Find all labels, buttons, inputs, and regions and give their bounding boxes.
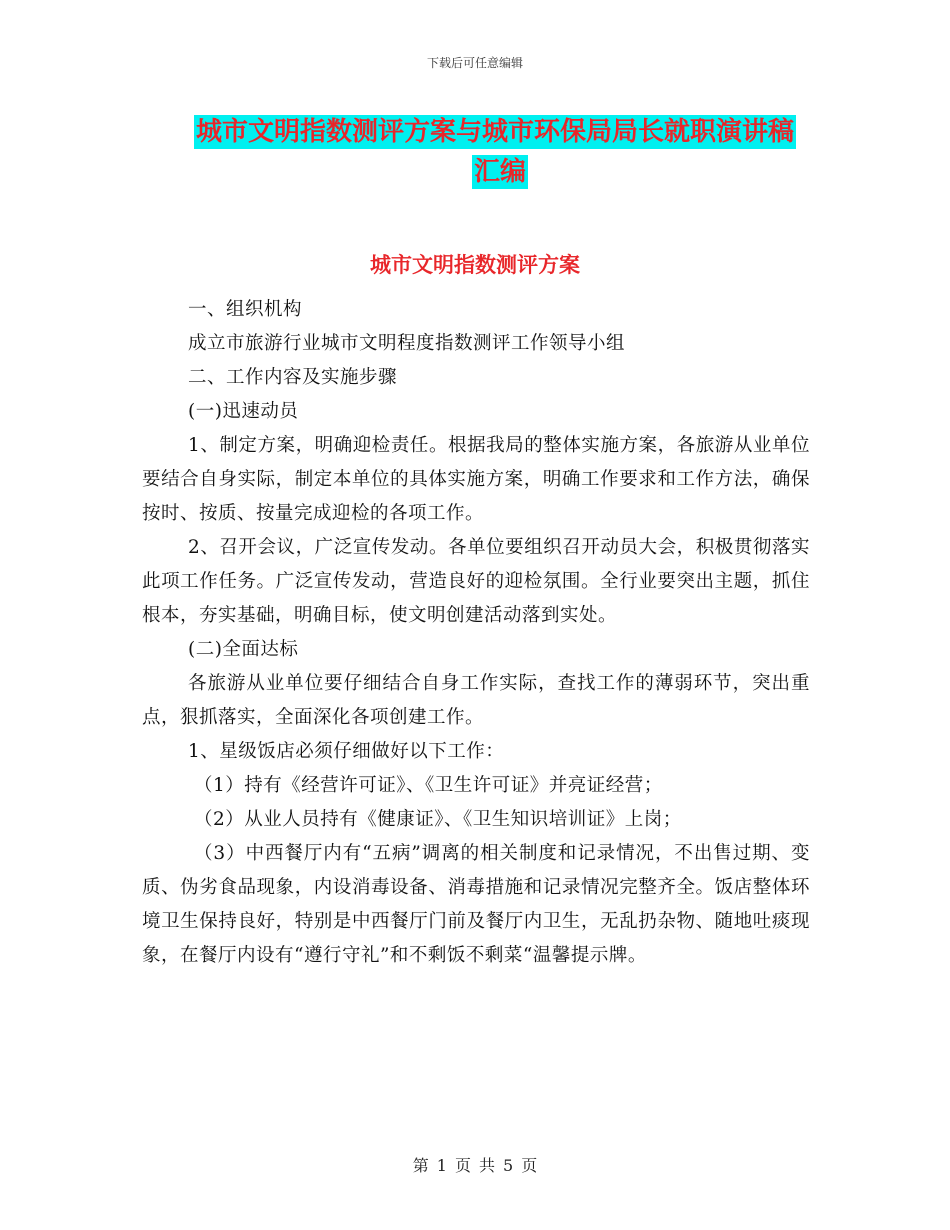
paragraph-subheading-1: (一)迅速动员	[188, 401, 299, 422]
list-item: （3）中西餐厅内有“五病”调离的相关制度和记录情况，不出售过期、变质、伪劣食品现象，内设消毒设备、消毒措施和记录情况完整齐全。饭店整体环境卫生保持良好，特别是中西餐厅门前及餐厅内卫生，无乱扔杂物、随地吐痰现象，在餐厅内设有“遵行守礼”和不剩饭不剩菜“温馨提示牌。	[142, 843, 810, 966]
paragraph-subheading-2: (二)全面达标	[188, 639, 299, 660]
paragraph: 1、制定方案，明确迎检责任。根据我局的整体实施方案，各旅游从业单位要结合自身实际，制定本单位的具体实施方案，明确工作要求和工作方法，确保按时、按质、按量完成迎检的各项工作。	[142, 435, 810, 524]
list-item: （1）持有《经营许可证》、《卫生许可证》并亮证经营；	[194, 775, 663, 796]
paragraph: 各旅游从业单位要仔细结合自身工作实际，查找工作的薄弱环节，突出重点，狠抓落实，全面深化各项创建工作。	[142, 673, 810, 728]
page-label: 页	[454, 1156, 471, 1175]
page-current: 1	[436, 1156, 447, 1175]
page-prefix: 第	[412, 1156, 429, 1175]
document-title-line-1	[190, 112, 810, 152]
list-item: （2）从业人员持有《健康证》、《卫生知识培训证》上岗；	[194, 809, 682, 830]
paragraph-heading-1: 一、组织机构	[188, 299, 303, 320]
page-total: 5	[503, 1156, 514, 1175]
paragraph-heading-2: 二、工作内容及实施步骤	[188, 367, 398, 388]
document-title	[190, 112, 810, 192]
section-title: 城市文明指数测评方案	[370, 253, 580, 277]
document-body	[142, 293, 810, 973]
page-total-label: 共	[479, 1156, 496, 1175]
page-suffix: 页	[521, 1156, 538, 1175]
document-title-text-2: 汇编	[473, 157, 526, 187]
document-title-line-2	[190, 152, 810, 192]
document-title-text-1: 城市文明指数测评方案与城市环保局局长就职演讲稿	[196, 117, 795, 147]
paragraph: 成立市旅游行业城市文明程度指数测评工作领导小组	[188, 333, 626, 354]
page-footer	[0, 1153, 950, 1176]
paragraph: 1、星级饭店必须仔细做好以下工作：	[188, 741, 505, 762]
paragraph: 2、召开会议，广泛宣传发动。各单位要组织召开动员大会，积极贯彻落实此项工作任务。广泛宣传发动，营造良好的迎检氛围。全行业要突出主题，抓住根本，夯实基础，明确目标，使文明创建活动落到实处。	[142, 537, 810, 626]
header-note: 下载后可任意编辑	[426, 56, 523, 70]
